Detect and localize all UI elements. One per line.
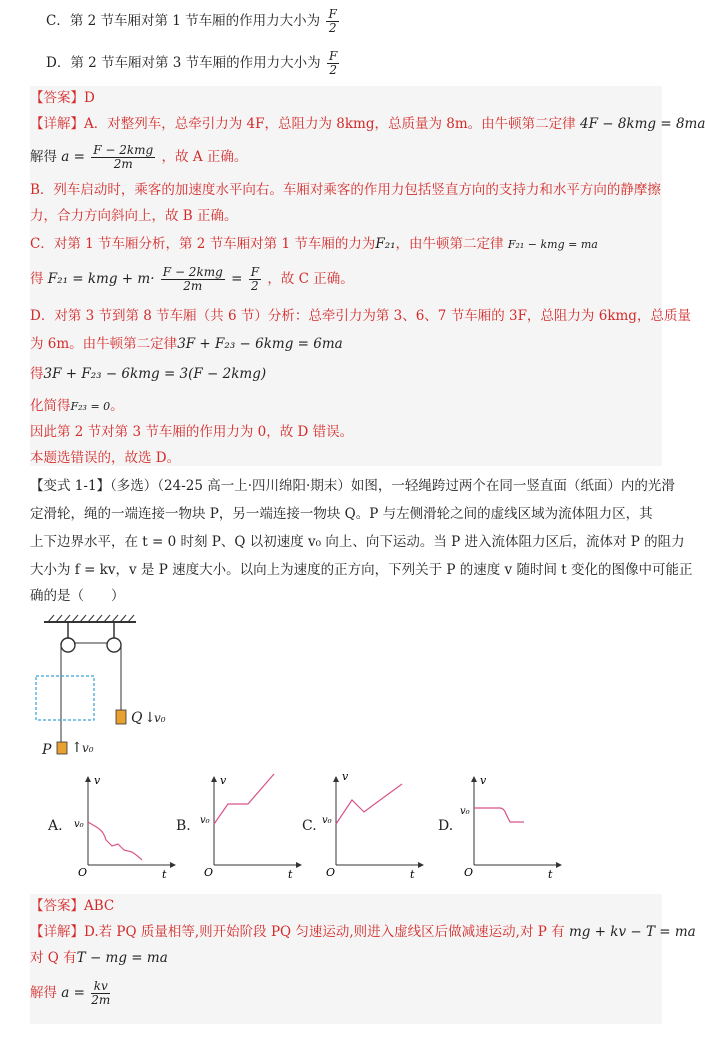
fraction-f-over-2: $\frac{F}{2}$	[328, 49, 338, 77]
svg-text:P: P	[42, 742, 52, 758]
svg-text:v: v	[480, 774, 487, 787]
svg-text:t: t	[410, 868, 415, 881]
graph-option-d: D.	[438, 818, 454, 834]
detail-1-solve: 解得 a = $\frac{\text{F − 2kmg}}{2m}$ ，故 A 正确。	[30, 143, 248, 171]
detail-1-d4: 化简得F₂₃ = 0。	[30, 398, 124, 414]
svg-text:t: t	[548, 868, 553, 881]
graph-option-b: B.	[176, 818, 191, 834]
svg-text:↓: ↓	[144, 710, 156, 726]
svg-text:↑: ↑	[71, 740, 83, 756]
variant-line-3: 上下边界水平，在 t = 0 时刻 P、Q 以初速度 v₀ 向上、向下运动。当 P 进入流体阻力区后，流体对 P 的阻力	[30, 534, 685, 550]
variant-line-5: 确的是（ ）	[30, 588, 125, 604]
block-p	[57, 742, 67, 754]
fraction: $\frac{\text{F − 2kmg}}{2m}$	[162, 265, 223, 293]
detail-1-d5: 因此第 2 节对第 3 节车厢的作用力为 0，故 D 错误。	[30, 424, 354, 440]
graph-a	[70, 770, 180, 880]
block-q	[116, 710, 126, 724]
detail-1-d3: 得3F + F₂₃ − 6kmg = 3(F − 2kmg)	[30, 366, 267, 382]
graph-option-a: A.	[48, 818, 63, 834]
graph-b	[196, 770, 306, 880]
variant-line-1: 【变式 1-1】（多选）（24-25 高一上·四川绵阳·期末）如图，一轻绳跨过两个在同一竖直面（纸面）内的光滑	[30, 478, 675, 494]
option-c: C．第 2 节车厢对第 1 节车厢的作用力大小为 $\frac{F}{2}$	[46, 7, 337, 35]
fraction: $\frac{\text{F − 2kmg}}{2m}$	[93, 143, 154, 171]
svg-text:v₀: v₀	[154, 711, 166, 725]
detail-1-d6: 本题选错误的，故选 D。	[30, 450, 181, 466]
detail-1-a: 【详解】A．对整列车，总牵引力为 4F，总阻力为 8kmg，总质量为 8m。由牛顿第二定律 4F − 8kmg = 8ma	[30, 116, 705, 132]
variant-line-2: 定滑轮，绳的一端连接一物块 P，另一端连接一物块 Q。P 与左侧滑轮之间的虚线区域为流体阻力区，其	[30, 506, 653, 522]
detail-1-c2: 得 F₂₁ = kmg + m· $\frac{\text{F − 2kmg}}{2m}$ = $\frac{F}{2}$ ，故 C 正确。	[30, 265, 354, 293]
pulley-figure	[28, 614, 188, 764]
velocity-curve	[474, 808, 524, 822]
svg-text:v₀: v₀	[200, 815, 210, 826]
detail-1-b1: B．列车启动时，乘客的加速度水平向右。车厢对乘客的作用力包括竖直方向的支持力和水平方向的静摩擦	[30, 182, 661, 198]
svg-text:t: t	[288, 868, 293, 881]
fraction: $\frac{kv}{2m}$	[91, 979, 111, 1007]
svg-text:Q: Q	[131, 710, 143, 726]
graph-d	[456, 770, 566, 880]
svg-text:O: O	[204, 866, 214, 879]
option-d: D．第 2 节车厢对第 3 节车厢的作用力大小为 $\frac{F}{2}$	[46, 49, 338, 77]
answer-2: 【答案】ABC	[30, 898, 115, 914]
detail-1-c: C．对第 1 节车厢分析，第 2 节车厢对第 1 节车厢的力为F₂₁，由牛顿第二定律 F₂₁ − kmg = ma	[30, 236, 598, 252]
detail-2-solve: 解得 a = $\frac{kv}{2m}$	[30, 979, 111, 1007]
detail-2-line2: 对 Q 有T − mg = ma	[30, 950, 168, 966]
svg-text:v₀: v₀	[74, 819, 84, 830]
svg-text:v: v	[94, 774, 101, 787]
detail-2-line1: 【详解】D.若 PQ 质量相等,则开始阶段 PQ 匀速运动,则进入虚线区后做减速运动,对 P 有 mg + kv − T = ma	[30, 924, 696, 940]
velocity-curve	[88, 822, 142, 860]
svg-text:O: O	[464, 866, 474, 879]
answer-1: 【答案】D	[30, 90, 95, 106]
svg-text:v: v	[342, 770, 349, 783]
graph-option-c: C.	[302, 818, 317, 834]
velocity-curve	[336, 784, 402, 824]
svg-text:v₀: v₀	[460, 806, 470, 817]
detail-1-d2: 为 6m。由牛顿第二定律3F + F₂₃ − 6kmg = 6ma	[30, 336, 343, 352]
right-pulley-icon	[107, 638, 121, 652]
variant-line-4: 大小为 f = kv，v 是 P 速度大小。以向上为速度的正方向，下列关于 P 的速度 v 随时间 t 变化的图像中可能正	[30, 562, 693, 578]
svg-text:O: O	[78, 866, 88, 879]
svg-text:v₀: v₀	[82, 741, 94, 755]
detail-1-b2: 力，合力方向斜向上，故 B 正确。	[30, 208, 238, 224]
fraction-f-over-2: $\frac{F}{2}$	[328, 7, 337, 35]
svg-text:O: O	[326, 866, 336, 879]
graph-c	[318, 770, 428, 880]
fraction: $\frac{F}{2}$	[250, 265, 260, 293]
fluid-resistance-zone	[36, 676, 94, 720]
detail-1-d1: D．对第 3 节到第 8 节车厢（共 6 节）分析：总牵引力为第 3、6、7 节车厢的 3F，总阻力为 6kmg，总质量	[30, 308, 691, 324]
svg-text:v: v	[220, 774, 227, 787]
svg-text:t: t	[162, 868, 167, 881]
svg-text:v₀: v₀	[322, 815, 332, 826]
